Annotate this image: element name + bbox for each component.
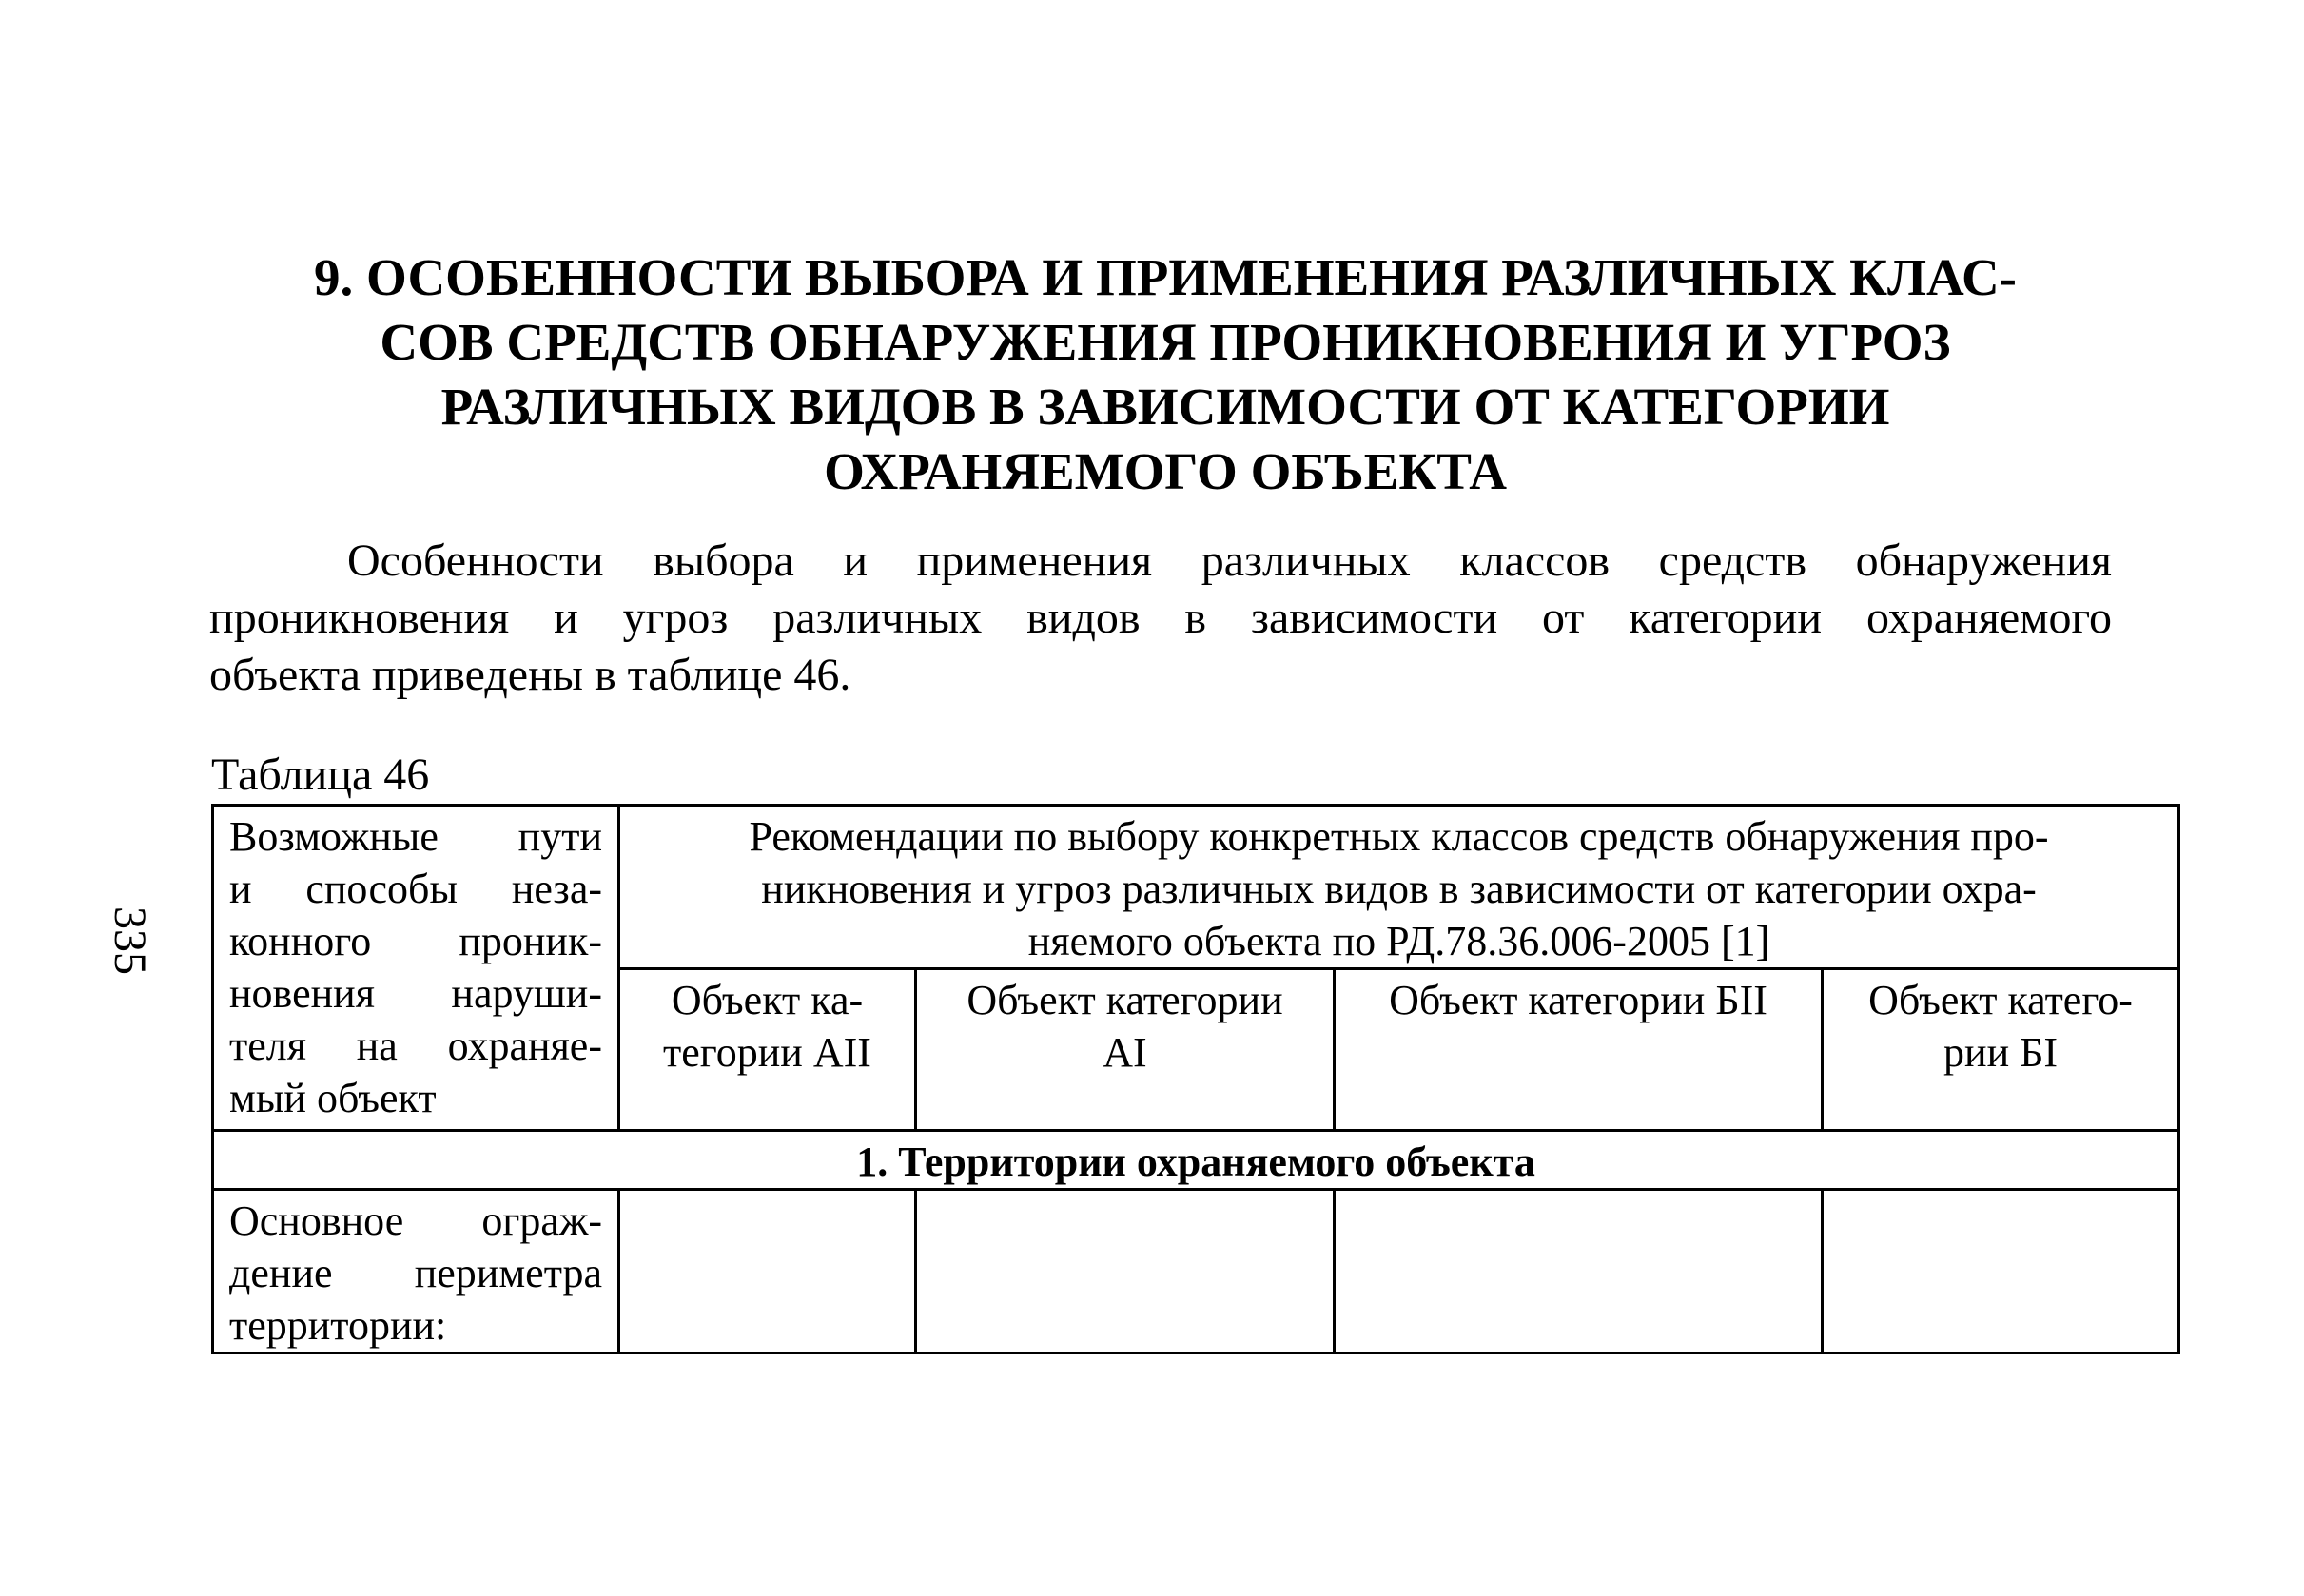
category-header-a1: Объект категории АI — [916, 969, 1335, 1131]
table-cell — [1823, 1190, 2179, 1353]
category-header-a2: Объект ка- тегории АII — [619, 969, 916, 1131]
category-header-b2: Объект категории БII — [1335, 969, 1823, 1131]
heading-line: РАЗЛИЧНЫХ ВИДОВ В ЗАВИСИМОСТИ ОТ КАТЕГОРИИ — [440, 378, 1890, 436]
table-caption: Таблица 46 — [211, 749, 430, 800]
section-heading — [219, 245, 2112, 504]
row-label: Основное ограж- дение периметра территории: — [213, 1190, 619, 1353]
heading-line: ОХРАНЯЕМОГО ОБЪЕКТА — [824, 442, 1507, 500]
table-header-row — [213, 806, 2179, 969]
heading-line: СОВ СРЕДСТВ ОБНАРУЖЕНИЯ ПРОНИКНОВЕНИЯ И УГРОЗ — [380, 313, 1951, 371]
intro-line: проникновения и угроз различных видов в зависимости от категории охраняемого — [209, 593, 2112, 643]
category-header-b1: Объект катего- рии БI — [1823, 969, 2179, 1131]
section-title: 1. Территории охраняемого объекта — [213, 1131, 2179, 1190]
table-row — [213, 1190, 2179, 1353]
table-cell — [619, 1190, 916, 1353]
table-cell — [1335, 1190, 1823, 1353]
recommendations-table — [211, 804, 2180, 1354]
table-cell — [916, 1190, 1335, 1353]
intro-line: объекта приведены в таблице 46. — [209, 650, 851, 700]
heading-line: 9. ОСОБЕННОСТИ ВЫБОРА И ПРИМЕНЕНИЯ РАЗЛИЧНЫХ КЛАС- — [314, 248, 2017, 306]
intro-line: Особенности выбора и применения различных классов средств обнаружения — [347, 535, 2112, 586]
recommendation-header-cell: Рекомендации по выбору конкретных классов средств обнаружения про- никновения и угроз различных видов в зависимости от категории охра- няемого объекта по РД.78.36.006-2005 [1] — [619, 806, 2179, 969]
paths-header-cell: Возможные пути и способы неза- конного проник- новения наруши- теля на охраняе- мый объект — [213, 806, 619, 1131]
section-row — [213, 1131, 2179, 1190]
page-number: 335 — [105, 906, 155, 975]
intro-paragraph — [209, 533, 2112, 704]
